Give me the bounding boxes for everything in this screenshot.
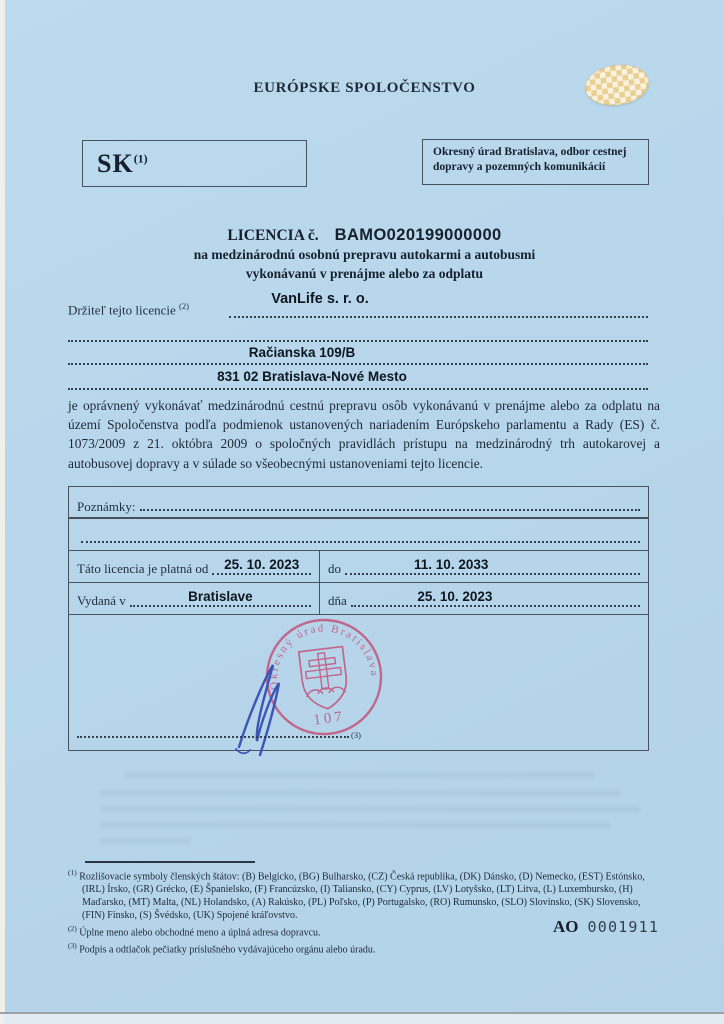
holder-blank-rule — [68, 340, 648, 342]
form-serial-number — [553, 917, 659, 937]
signature-rule — [77, 736, 349, 738]
licence-label: LICENCIA č. — [227, 227, 319, 244]
licence-number: BAMO020199000000 — [334, 226, 502, 244]
holder-footnote-ref: (2) — [179, 301, 189, 311]
signature-footnote-ref: (3) — [351, 729, 361, 740]
notes-extra-row — [68, 517, 649, 551]
document-title-community: EURÓPSKE SPOLOČENSTVO — [253, 80, 476, 96]
licence-subtitle-2: vykonávanú v prenájme alebo za odplatu — [245, 266, 484, 281]
bleed-through-smudge — [125, 772, 595, 778]
holder-street: Račianska 109/B — [248, 345, 356, 360]
bleed-through-smudge — [100, 806, 640, 812]
stamp-signature-row — [68, 614, 649, 751]
holder-city-rule — [68, 388, 648, 390]
country-code-footnote-ref: (1) — [133, 150, 148, 165]
licence-number-line — [5, 226, 724, 245]
notes-label: Poznámky: — [77, 498, 136, 514]
authorisation-paragraph: je oprávnený vykonávať medzinárodnú cestnú prepravu osôb vykonávanú v prenájme alebo za odplatu na území Spoločenstva podľa podmienok ustanovených nariadením Európskeho parlamentu a Rady (ES) č. 1073/2009 z 21. októbra 2009 o spoločných pravidlách prístupu na medzinárodný trh autokarovej a autobusovej dopravy a v súlade so všeobecnými ustanoveniami tejto licencie. — [68, 398, 660, 471]
valid-to-date: 11. 10. 2033 — [414, 557, 489, 573]
issuing-authority-box — [422, 139, 649, 185]
serial-prefix: AO — [553, 917, 579, 936]
embossed-seal-icon — [583, 61, 652, 110]
footnote-3: $^{(3)}$ Podpis a odtlačok pečiatky príslušného vydávajúceho orgánu alebo úradu. — [68, 941, 376, 956]
footnote-1: $^{(1)}$ Rozlišovacie symboly členských štátov: (B) Belgicko, (BG) Bulharsko, (CZ) Česká republika, (DK) Dánsko, (D) Nemecko, (EST) Estónsko, (IRL) Írsko, (GR) Grécko, (E) Španielsko, (F) Francúzsko, (I) Taliansko, (CY) Cyprus, (LV) Lotyšsko, (LT) Litva, (L) Luxembursko, (H) Maďarsko, (MT) Malta, (NL) Holandsko, (A) Rakúsko, (PL) Poľsko, (P) Portugalsko, (RO) Rumunsko, (SLO) Slovinsko, (SK) Slovensko, (FIN) Fínsko, (S) Švédsko, (UK) Spojené kráľovstvo. — [68, 868, 645, 922]
bleed-through-smudge — [100, 790, 620, 796]
footnotes-block — [68, 867, 662, 957]
licence-subtitle-1: na medzinárodnú osobnú prepravu autokarmi a autobusmi — [193, 247, 536, 262]
bleed-through-smudge — [100, 838, 190, 844]
issued-date-line — [351, 588, 640, 607]
signature — [227, 659, 311, 759]
issued-place: Bratislave — [188, 588, 253, 604]
bleed-through-smudge — [100, 822, 610, 828]
notes-row — [68, 486, 649, 519]
details-table — [68, 487, 649, 751]
stamp-ring-text: Okresný úrad Bratislava — [267, 621, 381, 691]
valid-from-line — [212, 557, 311, 575]
document-page — [5, 0, 724, 1013]
holder-street-rule — [68, 363, 648, 365]
issue-row — [68, 582, 649, 615]
stamp-number: 107 — [312, 708, 346, 729]
footnote-divider — [85, 861, 255, 863]
footnote-2: $^{(2)}$ Úplne meno alebo obchodné meno a úplná adresa dopravcu. — [68, 923, 321, 939]
issued-in-label: Vydaná v — [77, 592, 126, 608]
issued-place-line — [130, 588, 311, 607]
holder-label: Držiteľ tejto licencie $^{(2)}$ — [68, 301, 189, 318]
serial-digits: 0001911 — [587, 918, 660, 936]
authority-name-line2: dopravy a pozemných komunikácií — [433, 161, 606, 173]
notes-blank-line — [140, 509, 641, 511]
issued-date: 25. 10. 2023 — [417, 588, 493, 604]
notes-blank-line-2 — [81, 541, 640, 543]
holder-city: 831 02 Bratislava-Nové Mesto — [217, 369, 407, 384]
valid-to-label: do — [328, 561, 341, 577]
valid-to-line — [345, 557, 640, 575]
country-code: SK$^{(1)}$ — [97, 148, 148, 178]
valid-from-label: Táto licencia je platná od — [77, 561, 209, 577]
scan-edge-strip — [4, 1014, 724, 1024]
country-code-box — [82, 140, 307, 187]
validity-row — [68, 550, 649, 583]
holder-name-rule — [229, 316, 648, 318]
licence-title-block — [5, 226, 724, 283]
authority-name-line1: Okresný úrad Bratislava, odbor cestnej — [433, 146, 627, 158]
valid-from-date: 25. 10. 2023 — [224, 557, 300, 573]
holder-name: VanLife s. r. o. — [271, 291, 369, 307]
issued-date-label: dňa — [328, 592, 347, 608]
